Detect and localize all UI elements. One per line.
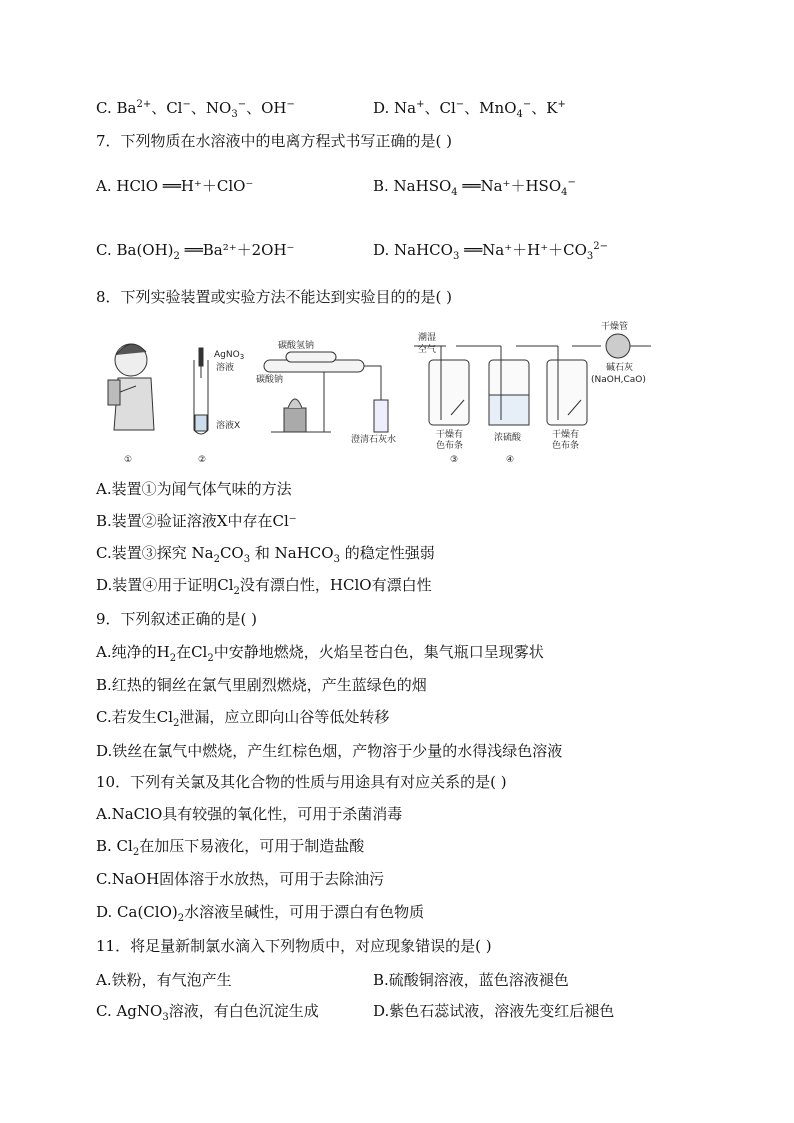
label-jianshihui2: (NaOH,CaO) [591,375,646,385]
apparatus-2-test-tube [194,348,208,434]
q7-option-a: A. HClO ══H⁺＋ClO⁻ [96,177,254,195]
q7-option-d: D. NaHCO$_3$ $══Na^++H^++CO_3^{2-}$ [373,241,609,262]
label-n1: ① [124,455,133,465]
label-agno3: AgNO$_3$ [214,350,245,361]
label-tansuanna: 碳酸钠 [256,375,284,385]
label-chengqing: 澄清石灰水 [351,435,397,445]
label-n4: ④ [506,455,515,465]
label-ganzao2a: 干燥有 [552,430,580,440]
label-rongye: 溶液 [216,363,235,373]
q10-option-c: C.NaOH固体溶于水放热，可用于去除油污 [96,870,385,888]
label-chaoshi1: 潮湿 [418,333,437,343]
q9-option-a: A.纯净的$H_2$在$Cl_2$中安静地燃烧，火焰呈苍白色，集气瓶口呈现雾状 [96,643,544,664]
label-jianshihui: 碱石灰 [606,363,634,373]
label-nongliusuan: 浓硫酸 [494,433,522,443]
label-chaoshi2: 空气 [418,345,437,355]
label-n2: ② [198,455,207,465]
q11-option-b: B.硫酸铜溶液，蓝色溶液褪色 [373,971,569,989]
q10-stem: 10．下列有关氯及其化合物的性质与用途具有对应关系的是( ) [96,773,507,791]
label-ganzaoguan: 干燥管 [601,322,629,332]
q8-option-b: B.装置②验证溶液X中存在Cl⁻ [96,512,297,530]
label-ganzao1a: 干燥有 [436,430,464,440]
q10-option-b: B. $Cl_2$在加压下易液化，可用于制造盐酸 [96,837,365,858]
label-ganzao2b: 色布条 [552,441,580,451]
label-rongye-x: 溶液X [216,421,241,431]
q7-option-b: B. NaHSO$_4$ $══Na^++HSO_4^-$ [373,177,576,198]
q10-option-d: D. $Ca(ClO)_2$水溶液呈碱性，可用于漂白有色物质 [96,903,425,924]
label-n3: ③ [450,455,459,465]
q10-option-a: A.NaClO具有较强的氧化性，可用于杀菌消毒 [96,805,403,823]
q11-option-d: D.紫色石蕊试液，溶液先变红后褪色 [373,1002,615,1020]
q6-option-c: C. $Ba^{2+}$、Cl−、$NO_3^-$、OH− [96,99,295,120]
q9-option-d: D.铁丝在氯气中燃烧，产生红棕色烟，产物溶于少量的水得浅绿色溶液 [96,742,563,760]
q9-option-c: C.若发生$Cl_2$泄漏，应立即向山谷等低处转移 [96,708,390,729]
q7-stem: 7．下列物质在水溶液中的电离方程式书写正确的是( ) [96,132,453,150]
q8-stem: 8．下列实验装置或实验方法不能达到实验目的的是( ) [96,288,453,306]
q8-option-d: D.装置④用于证明$Cl_2$没有漂白性，HClO有漂白性 [96,576,432,597]
apparatus-heating [264,352,388,432]
q8-experiment-figure [96,320,656,470]
q11-stem: 11．将足量新制氯水滴入下列物质中，对应现象错误的是( ) [96,937,492,955]
q8-option-c: C.装置③探究 $Na_2CO_3$ 和 NaHCO$_3$ 的稳定性强弱 [96,544,435,565]
q9-stem: 9．下列叙述正确的是( ) [96,610,258,628]
q9-option-b: B.红热的铜丝在氯气里剧烈燃烧，产生蓝绿色的烟 [96,676,427,694]
q6-option-d: D. Na+、Cl−、MnO$_4$−、K+ [373,99,566,120]
q8-option-a: A.装置①为闻气体气味的方法 [96,480,292,498]
q7-option-c: C. $Ba(OH)_2$ ══Ba²⁺＋2OH⁻ [96,241,295,262]
label-tansuanqingna: 碳酸氢钠 [278,341,315,351]
q11-option-c: C. AgNO$_3$溶液，有白色沉淀生成 [96,1002,319,1023]
label-ganzao1b: 色布条 [436,441,464,451]
q11-option-a: A.铁粉，有气泡产生 [96,971,232,989]
apparatus-1-person [108,344,154,430]
